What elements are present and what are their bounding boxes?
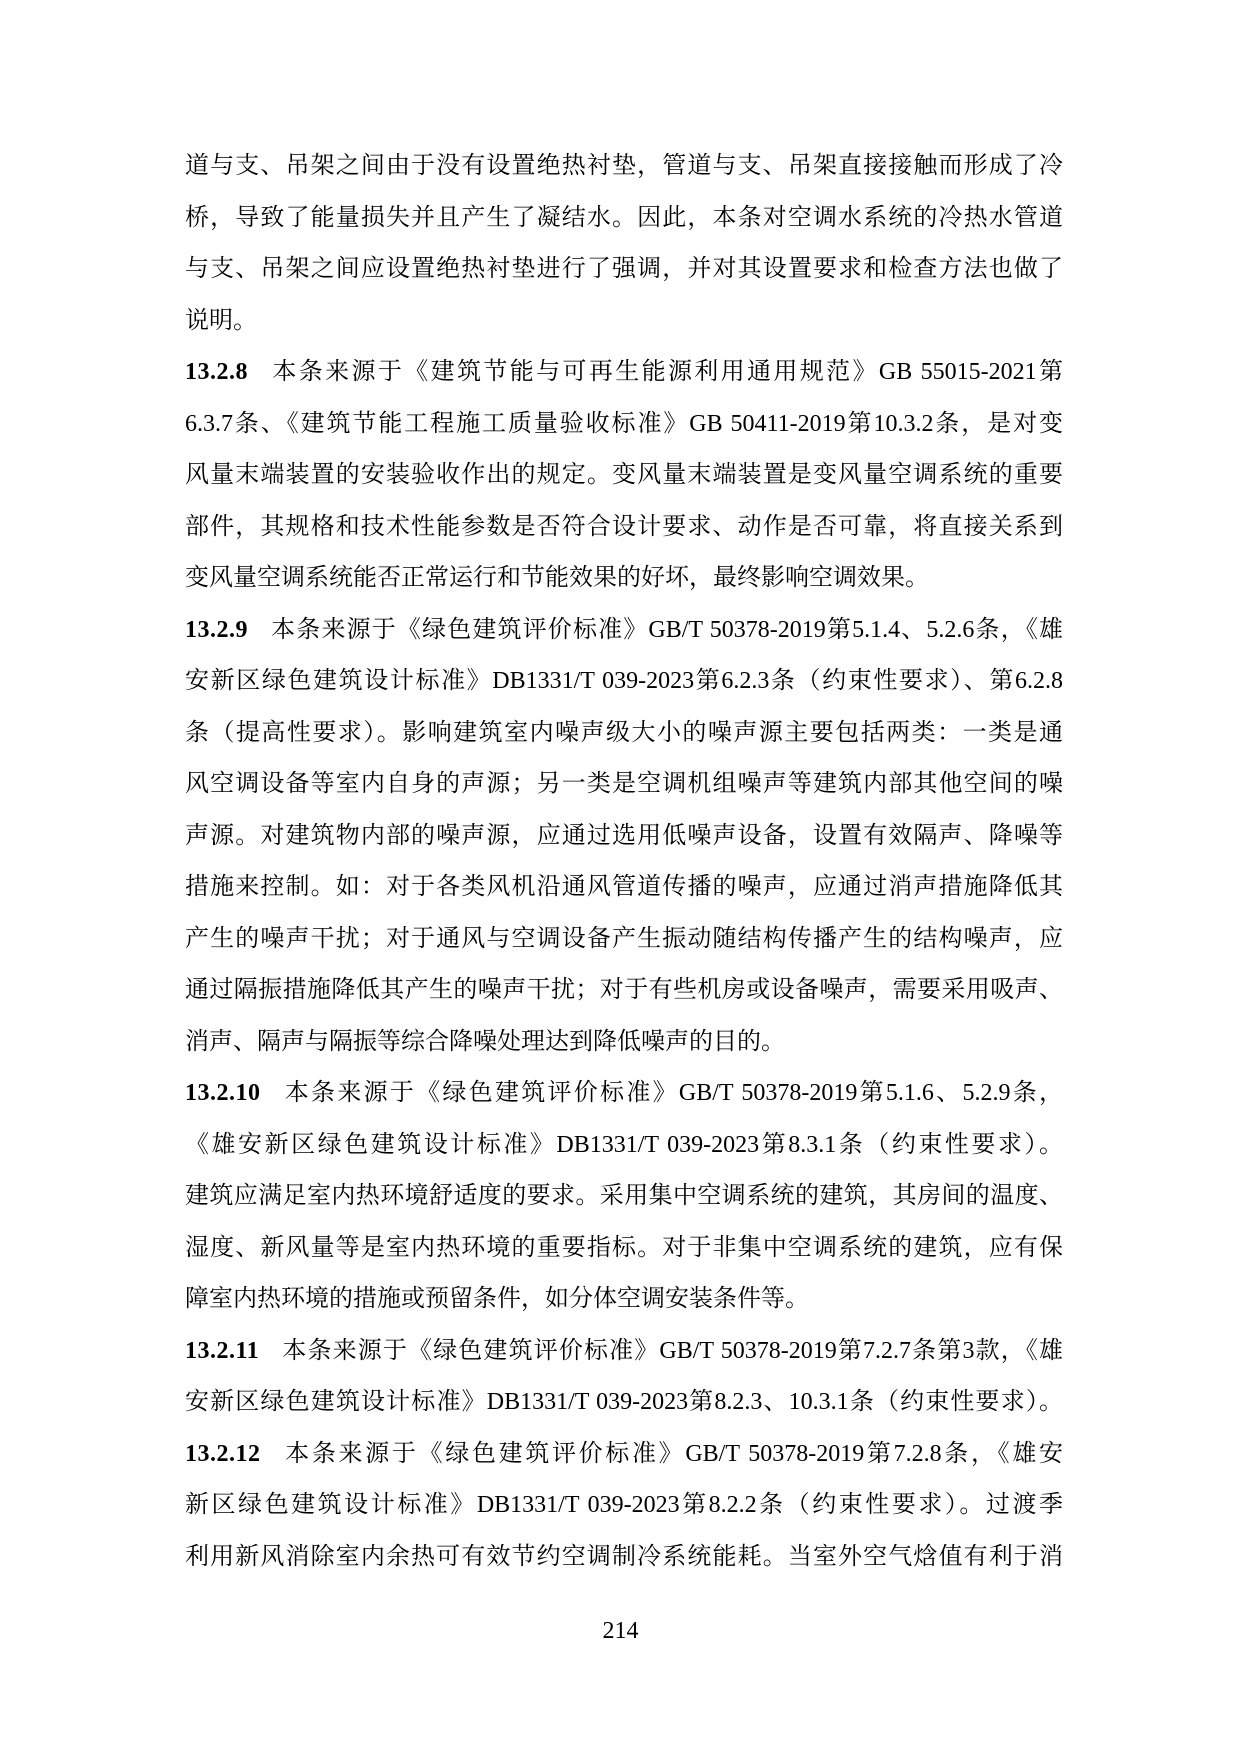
- text-line: [185, 605, 1063, 657]
- text-line: 道与支、吊架之间由于没有设置绝热衬垫，管道与支、吊架直接接触而形成了冷: [185, 153, 1063, 179]
- clause-text: 本条来源于《建筑节能与可再生能源利用通用规范》GB 55015-2021第: [270, 359, 1063, 385]
- text-line: 建筑应满足室内热环境舒适度的要求。采用集中空调系统的建筑，其房间的温度、: [185, 1183, 1063, 1209]
- clause-number: 13.2.9: [185, 616, 248, 643]
- text-line: 利用新风消除室内余热可有效节约空调制冷系统能耗。当室外空气焓值有利于消: [185, 1543, 1063, 1570]
- clause-number: 13.2.10: [185, 1080, 261, 1106]
- text-line: [185, 1068, 1063, 1120]
- text-line: 措施来控制。如：对于各类风机沿通风管道传播的噪声，应通过消声措施降低其: [185, 874, 1063, 900]
- clause-text: 本条来源于《绿色建筑评价标准》GB/T 50378-2019第7.2.8条，《雄安: [282, 1440, 1063, 1467]
- text-line: 《雄安新区绿色建筑设计标准》DB1331/T 039-2023第8.3.1条（约束性要求）。: [185, 1131, 1063, 1158]
- clause-number: 13.2.12: [185, 1440, 261, 1467]
- text-line: 与支、吊架之间应设置绝热衬垫进行了强调，并对其设置要求和检查方法也做了: [185, 256, 1063, 282]
- text-line: 说明。: [185, 307, 257, 334]
- paragraph-13-2-10: [185, 1068, 1063, 1326]
- text-line: [185, 347, 1063, 399]
- text-line: 6.3.7条、《建筑节能工程施工质量验收标准》GB 50411-2019第10.3.2条，是对变: [185, 410, 1063, 437]
- text-line: 安新区绿色建筑设计标准》DB1331/T 039-2023第6.2.3条（约束性要求）、第6.2.8: [185, 668, 1063, 694]
- text-line: 条（提高性要求）。影响建筑室内噪声级大小的噪声源主要包括两类：一类是通: [185, 719, 1063, 746]
- text-line: [185, 1429, 1063, 1481]
- clause-text: 本条来源于《绿色建筑评价标准》GB/T 50378-2019第5.1.6、5.2.9条，: [282, 1080, 1063, 1106]
- paragraph-13-2-11: [185, 1326, 1063, 1429]
- text-line: 部件，其规格和技术性能参数是否符合设计要求、动作是否可靠，将直接关系到: [185, 513, 1063, 540]
- paragraph-continuation: [185, 141, 1063, 347]
- page-number: 214: [602, 1618, 639, 1644]
- text-line: 湿度、新风量等是室内热环境的重要指标。对于非集中空调系统的建筑，应有保: [185, 1234, 1063, 1261]
- text-line: 障室内热环境的措施或预留条件，如分体空调安装条件等。: [185, 1286, 809, 1312]
- text-block: [185, 141, 1063, 1583]
- text-line: 变风量空调系统能否正常运行和节能效果的好坏，最终影响空调效果。: [185, 565, 929, 591]
- paragraph-13-2-12: [185, 1429, 1063, 1584]
- clause-text: 本条来源于《绿色建筑评价标准》GB/T 50378-2019第5.1.4、5.2.6条，《雄: [270, 616, 1063, 643]
- text-line: 声源。对建筑物内部的噪声源，应通过选用低噪声设备，设置有效隔声、降噪等: [185, 822, 1063, 849]
- text-line: 桥，导致了能量损失并且产生了凝结水。因此，本条对空调水系统的冷热水管道: [185, 204, 1063, 231]
- text-line: [185, 1326, 1063, 1378]
- clause-text: 本条来源于《绿色建筑评价标准》GB/T 50378-2019第7.2.7条第3款，《雄: [281, 1337, 1063, 1364]
- text-line: 消声、隔声与隔振等综合降噪处理达到降低噪声的目的。: [185, 1028, 785, 1055]
- text-line: 通过隔振措施降低其产生的噪声干扰；对于有些机房或设备噪声，需要采用吸声、: [185, 977, 1063, 1003]
- text-line: 风空调设备等室内自身的声源；另一类是空调机组噪声等建筑内部其他空间的噪: [185, 771, 1063, 797]
- text-line: 安新区绿色建筑设计标准》DB1331/T 039-2023第8.2.3、10.3.1条（约束性要求）。: [185, 1389, 1063, 1415]
- clause-number: 13.2.11: [185, 1337, 260, 1364]
- text-line: 产生的噪声干扰；对于通风与空调设备产生振动随结构传播产生的结构噪声，应: [185, 925, 1063, 952]
- clause-number: 13.2.8: [185, 359, 248, 385]
- text-line: 新区绿色建筑设计标准》DB1331/T 039-2023第8.2.2条（约束性要求）。过渡季: [185, 1492, 1063, 1518]
- paragraph-13-2-9: [185, 605, 1063, 1069]
- paragraph-13-2-8: [185, 347, 1063, 605]
- text-line: 风量末端装置的安装验收作出的规定。变风量末端装置是变风量空调系统的重要: [185, 462, 1063, 488]
